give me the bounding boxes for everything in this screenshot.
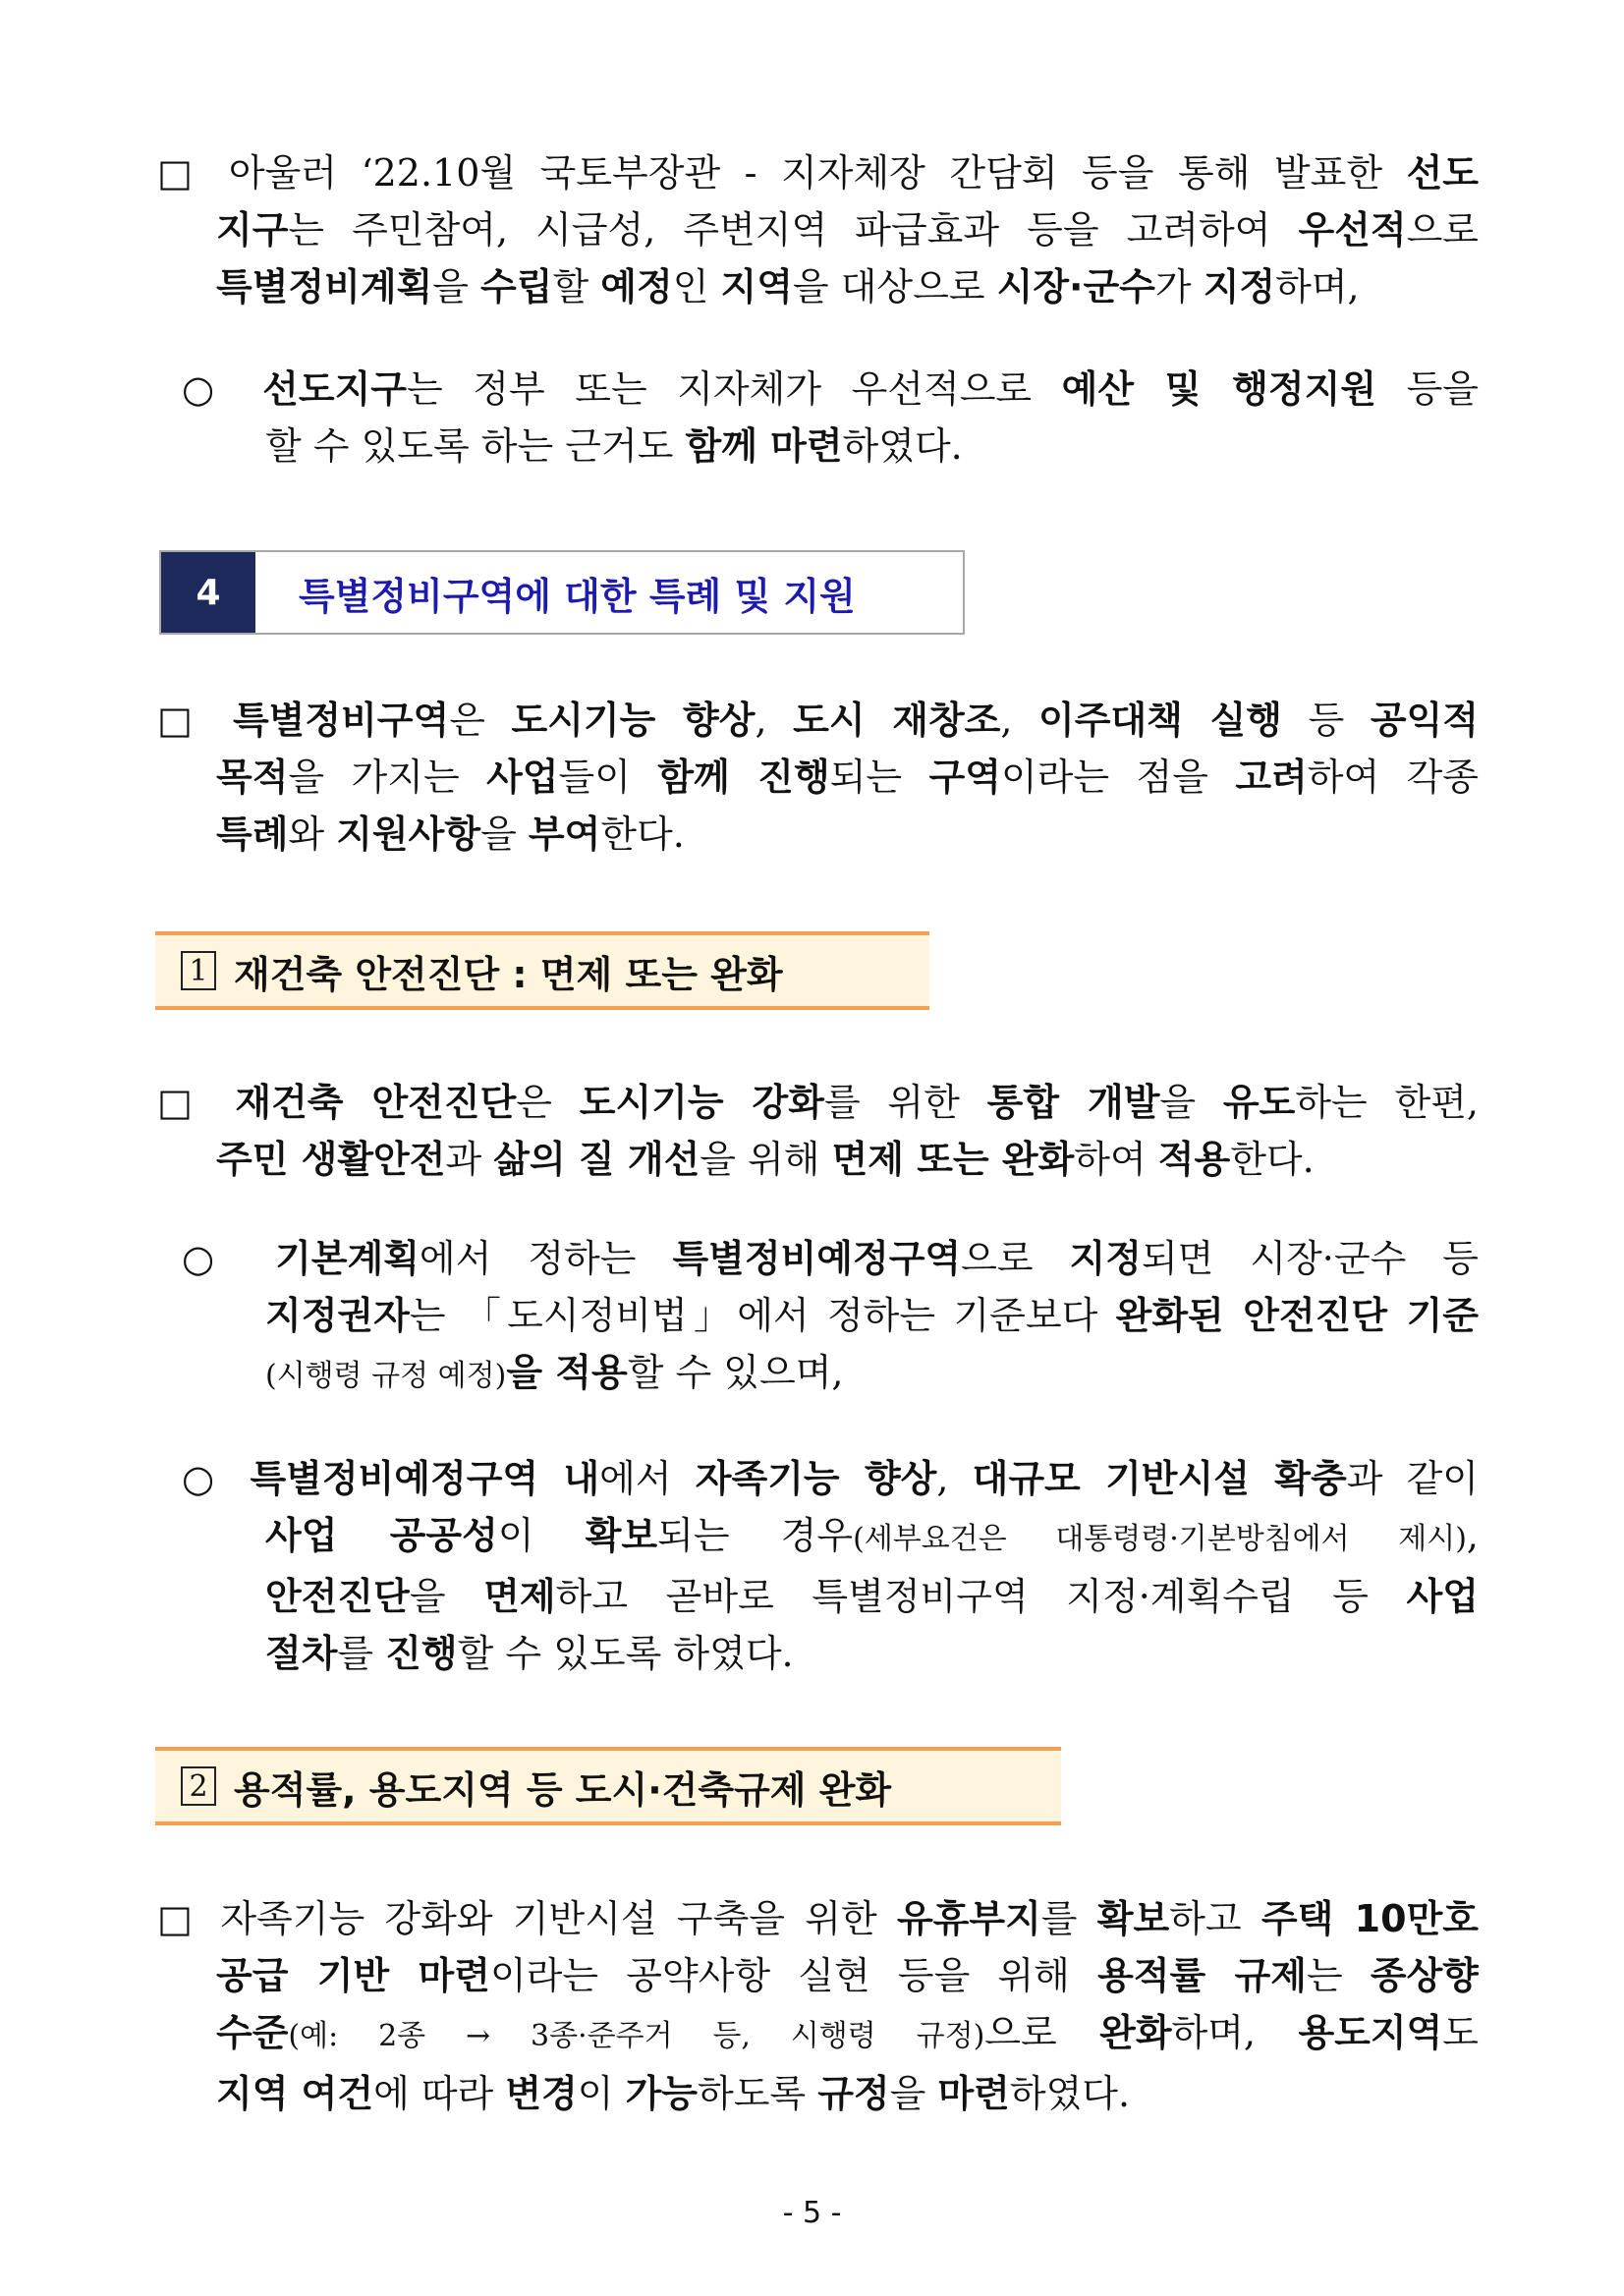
text-run: 를 (1040, 1897, 1097, 1940)
text-run: 하고 곧바로 특별정비구역 지정·계획수립 등 (555, 1575, 1407, 1618)
subsection-number-box: 1 (181, 951, 216, 990)
text-run: 하며, (1275, 265, 1360, 308)
bold-text: 사업 (486, 756, 559, 799)
text-run: 는 「도시정비법」에서 정하는 기준보다 (409, 1294, 1116, 1337)
bold-text: 대규모 기반시설 확충 (972, 1457, 1347, 1500)
bold-text: 목적 (216, 756, 289, 799)
text-line (157, 806, 1479, 863)
bold-text: 지정 (1203, 265, 1276, 308)
text-run: ○ (182, 1457, 251, 1500)
bold-text: 도시기능 강화 (579, 1081, 824, 1124)
bold-text: 선도 (1406, 151, 1479, 195)
bold-text: 구역 (928, 756, 1001, 799)
bold-text: 지정 (1069, 1237, 1142, 1280)
text-run: 가 (1154, 265, 1204, 308)
bold-text: 면제 (483, 1575, 556, 1618)
bold-text: 수립 (480, 265, 553, 308)
bold-text: 기본계획 (275, 1237, 420, 1280)
text-run: 하였다. (842, 424, 963, 468)
bold-text: 지역 (720, 265, 793, 308)
text-run: 는 주민참여, 시급성, 주변지역 파급효과 등을 고려하여 (288, 208, 1299, 252)
text-line (182, 1507, 1479, 1568)
text-line (182, 1344, 1479, 1405)
bold-text: 을 (506, 1351, 556, 1394)
paragraph-exemption (182, 1450, 1479, 1682)
text-line (157, 201, 1479, 258)
text-run: , (755, 699, 794, 742)
bold-text: 규정 (817, 2072, 890, 2115)
text-run: 과 같이 (1346, 1457, 1479, 1500)
text-line (157, 692, 1479, 749)
text-line (157, 258, 1479, 315)
bold-text: 주택 10만호 (1260, 1897, 1479, 1940)
bold-text: 완화 (1099, 2011, 1172, 2054)
text-run: 이라는 공약사항 실현 등을 위해 (489, 1954, 1098, 1997)
text-run: □ 자족기능 강화와 기반시설 구축을 위한 (157, 1897, 897, 1940)
bold-text: 부여 (528, 812, 601, 856)
text-run: 으로 (1406, 208, 1479, 252)
text-line (182, 361, 1479, 418)
text-line (157, 1074, 1479, 1131)
text-run: , (936, 1457, 973, 1500)
bold-text: 유도 (1222, 1081, 1296, 1124)
text-run: 할 수 있도록 하였다. (457, 1632, 794, 1675)
bold-text: 특별정비예정구역 내 (250, 1457, 600, 1500)
text-line (157, 1131, 1479, 1188)
bold-text: 도시 재창조 (793, 699, 1001, 742)
text-run: 를 (337, 1632, 386, 1675)
bold-text: 예산 및 행정지원 (1061, 367, 1377, 411)
text-run: 할 (552, 265, 601, 308)
text-run: 들이 (558, 756, 658, 799)
paragraph-special-zone (157, 692, 1479, 863)
bold-text: 확보 (1096, 1897, 1170, 1940)
text-line (182, 418, 1479, 475)
text-run: 하였다. (1009, 2072, 1131, 2115)
text-run: 은 (449, 699, 512, 742)
bold-text: 사업 공공성 (265, 1514, 498, 1557)
bold-text: 통합 개발 (986, 1081, 1160, 1124)
bold-text: 완화된 안전진단 기준 (1115, 1294, 1479, 1337)
bold-text: 재건축 안전진단 (235, 1081, 517, 1124)
paragraph-leading-district (157, 144, 1479, 315)
bold-text: 특례 (216, 812, 289, 856)
text-run: (세부요건은 대통령령·기본방침에서 제시) (853, 1522, 1467, 1556)
bold-text: 특별정비계획 (216, 265, 433, 308)
text-run: 한다. (1230, 1138, 1315, 1181)
section-number: 4 (161, 552, 255, 633)
bold-text: 지원사항 (336, 812, 481, 856)
text-run: 을 대상으로 (792, 265, 997, 308)
text-run: 을 (432, 265, 481, 308)
section-title: 특별정비구역에 대한 특례 및 지원 (299, 574, 856, 618)
page-number: - 5 - (782, 2196, 842, 2230)
bold-text: 도시기능 향상 (511, 699, 756, 742)
subsection-title: 재건축 안전진단 : 면제 또는 완화 (234, 952, 783, 996)
bold-text: 종상향 (1370, 1954, 1479, 1997)
text-line (157, 1947, 1479, 2004)
text-run: ○ (182, 367, 263, 411)
bold-text: 가능 (625, 2072, 698, 2115)
bold-text: 변경 (505, 2072, 578, 2115)
text-run: 를 위한 (823, 1081, 987, 1124)
text-run: 을 (889, 2072, 938, 2115)
bold-text: 공급 기반 마련 (216, 1954, 490, 1997)
paragraph-floor-area-ratio (157, 1890, 1479, 2122)
bold-text: 적용 (1157, 1138, 1231, 1181)
text-run: , (1466, 1514, 1479, 1557)
bold-text: 마련 (937, 2072, 1010, 2115)
bold-text: 지구 (216, 208, 289, 252)
text-run: 되는 경우 (657, 1514, 854, 1557)
text-line (157, 144, 1479, 201)
subsection-2-header (155, 1747, 1061, 1825)
text-run: 에서 (599, 1457, 696, 1500)
text-run: 하여 각종 (1307, 756, 1479, 799)
text-run: , (1000, 699, 1039, 742)
bold-text: 특별정비구역 (232, 699, 450, 742)
subsection-1-header (155, 931, 929, 1010)
text-run: 을 위해 (700, 1138, 832, 1181)
bold-text: 확보 (585, 1514, 658, 1557)
text-run: 되는 (829, 756, 929, 799)
text-run: 와 (288, 812, 337, 856)
text-run: 으로 (961, 1237, 1070, 1280)
bold-text: 수준 (216, 2011, 289, 2054)
text-line (182, 1568, 1479, 1625)
text-line (182, 1450, 1479, 1507)
text-run: 하고 (1169, 1897, 1261, 1940)
text-run: 은 (516, 1081, 580, 1124)
text-run: 이 (497, 1514, 586, 1557)
bold-text: 삶의 질 개선 (493, 1138, 700, 1181)
bold-text: 지정권자 (265, 1294, 410, 1337)
text-run: 을 (409, 1575, 484, 1618)
bold-text: 선도지구 (262, 367, 408, 411)
text-line (182, 1625, 1479, 1682)
text-run: 할 수 있으며, (627, 1351, 844, 1394)
text-run: 을 (1159, 1081, 1223, 1124)
bold-text: 우선적 (1298, 208, 1407, 252)
paragraph-leading-district-support (182, 361, 1479, 475)
text-run: 하는 한편, (1295, 1081, 1479, 1124)
bold-text: 이주대책 실행 (1038, 699, 1283, 742)
bold-text: 자족기능 향상 (695, 1457, 937, 1500)
text-run: 한다. (600, 812, 685, 856)
text-run: 인 (672, 265, 721, 308)
paragraph-basic-plan (182, 1230, 1479, 1405)
text-run: □ (157, 1081, 236, 1124)
bold-text: 특별정비예정구역 (672, 1237, 962, 1280)
bold-text: 유휴부지 (896, 1897, 1041, 1940)
text-line (157, 1890, 1479, 1947)
text-run: 으로 (984, 2011, 1100, 2054)
text-line (157, 2065, 1479, 2122)
text-run: 하며, (1171, 2011, 1299, 2054)
bold-text: 사업 (1406, 1575, 1479, 1618)
bold-text: 진행 (385, 1632, 458, 1675)
bold-text: 안전진단 (265, 1575, 410, 1618)
text-run: (시행령 규정 예정) (265, 1359, 507, 1393)
text-run: (예: 2종 → 3종·준주거 등, 시행령 규정) (288, 2019, 985, 2053)
bold-text: 용적률 규제 (1097, 1954, 1307, 1997)
bold-text: 면제 또는 완화 (831, 1138, 1075, 1181)
bold-text: 함께 마련 (685, 424, 843, 468)
text-line (157, 2004, 1479, 2065)
subsection-number-box: 2 (181, 1766, 216, 1806)
text-run: 에 따라 (373, 2072, 506, 2115)
bold-text: 고려 (1235, 756, 1308, 799)
text-run: 이라는 점을 (1000, 756, 1236, 799)
text-run: 을 (480, 812, 529, 856)
bold-text: 함께 진행 (657, 756, 830, 799)
text-run: 에서 정하는 (419, 1237, 673, 1280)
text-line (157, 749, 1479, 806)
text-run: 도 (1442, 2011, 1479, 2054)
text-run: 을 가지는 (288, 756, 487, 799)
text-run: 등을 (1376, 367, 1479, 411)
bold-text: 용도지역 (1298, 2011, 1443, 2054)
section-4-header (159, 550, 965, 635)
bold-text: 지역 여건 (216, 2072, 374, 2115)
text-run: □ 아울러 ‘22.10월 국토부장관 - 지자체장 간담회 등을 통해 발표한 (157, 151, 1407, 195)
text-run: 는 (1306, 1954, 1371, 1997)
bold-text: 주민 생활안전 (216, 1138, 446, 1181)
bold-text: 공익적 (1370, 699, 1479, 742)
text-run: 는 정부 또는 지자체가 우선적으로 (407, 367, 1062, 411)
bold-text: 절차 (265, 1632, 338, 1675)
text-run: 등 (1282, 699, 1371, 742)
text-run: □ (157, 699, 233, 742)
text-run: 과 (445, 1138, 494, 1181)
text-line (182, 1287, 1479, 1344)
text-line (182, 1230, 1479, 1287)
text-run: 하여 (1074, 1138, 1158, 1181)
bold-text: 예정 (600, 265, 673, 308)
text-run: 할 수 있도록 하는 근거도 (265, 424, 686, 468)
text-run: ○ (182, 1237, 276, 1280)
bold-text: 적용 (555, 1351, 628, 1394)
paragraph-safety-diagnosis (157, 1074, 1479, 1188)
bold-text: 시장·군수 (996, 265, 1155, 308)
text-run: 하도록 (698, 2072, 818, 2115)
subsection-title: 용적률, 용도지역 등 도시·건축규제 완화 (234, 1767, 892, 1812)
text-run: 이 (577, 2072, 626, 2115)
text-run: 되면 시장·군수 등 (1141, 1237, 1479, 1280)
